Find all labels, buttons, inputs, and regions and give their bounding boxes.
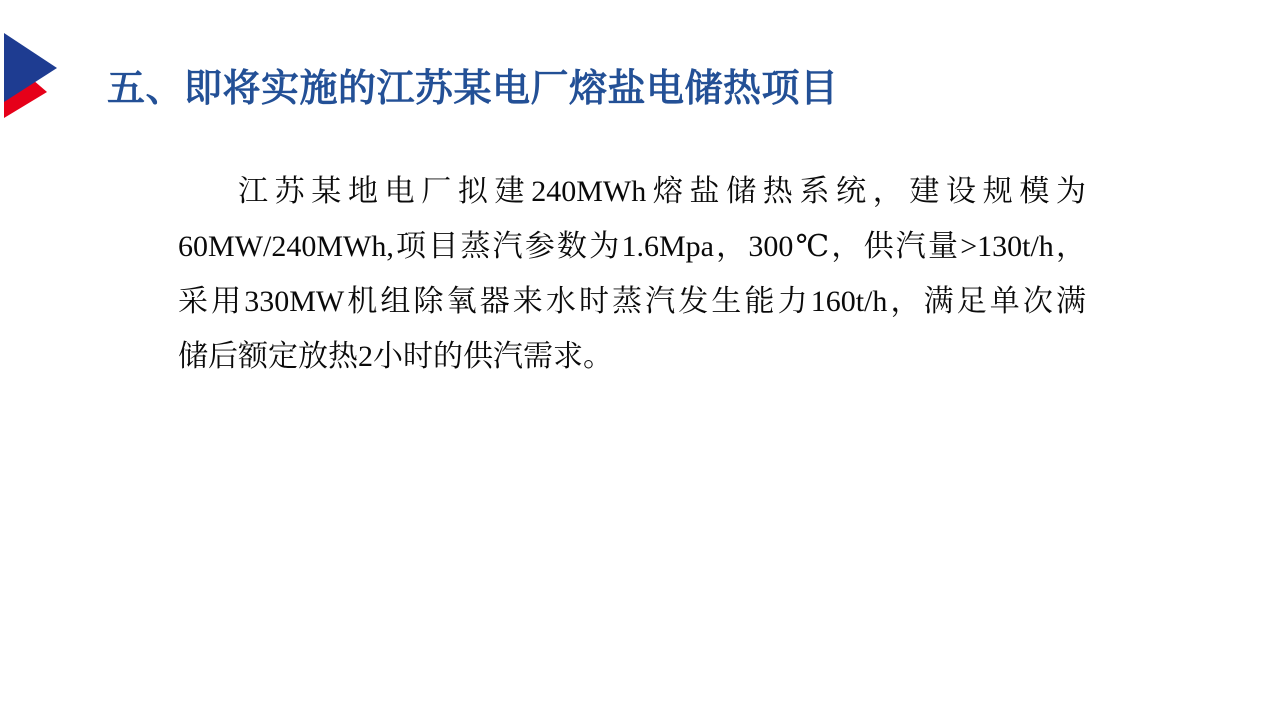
slide-title: 五、即将实施的江苏某电厂熔盐电储热项目 [107,68,839,110]
corner-triangles-decoration [0,0,70,125]
body-line-1: 江苏某地电厂拟建240MWh熔盐储热系统，建设规模为 [238,175,1086,208]
body-line-4: 储后额定放热2小时的供汽需求。 [178,340,613,373]
slide-body-paragraph [178,164,1086,384]
body-line-2: 60MW/240MWh,项目蒸汽参数为1.6Mpa，300℃，供汽量>130t/h， [178,230,1086,263]
body-line-3: 采用330MW机组除氧器来水时蒸汽发生能力160t/h，满足单次满 [178,285,1086,318]
